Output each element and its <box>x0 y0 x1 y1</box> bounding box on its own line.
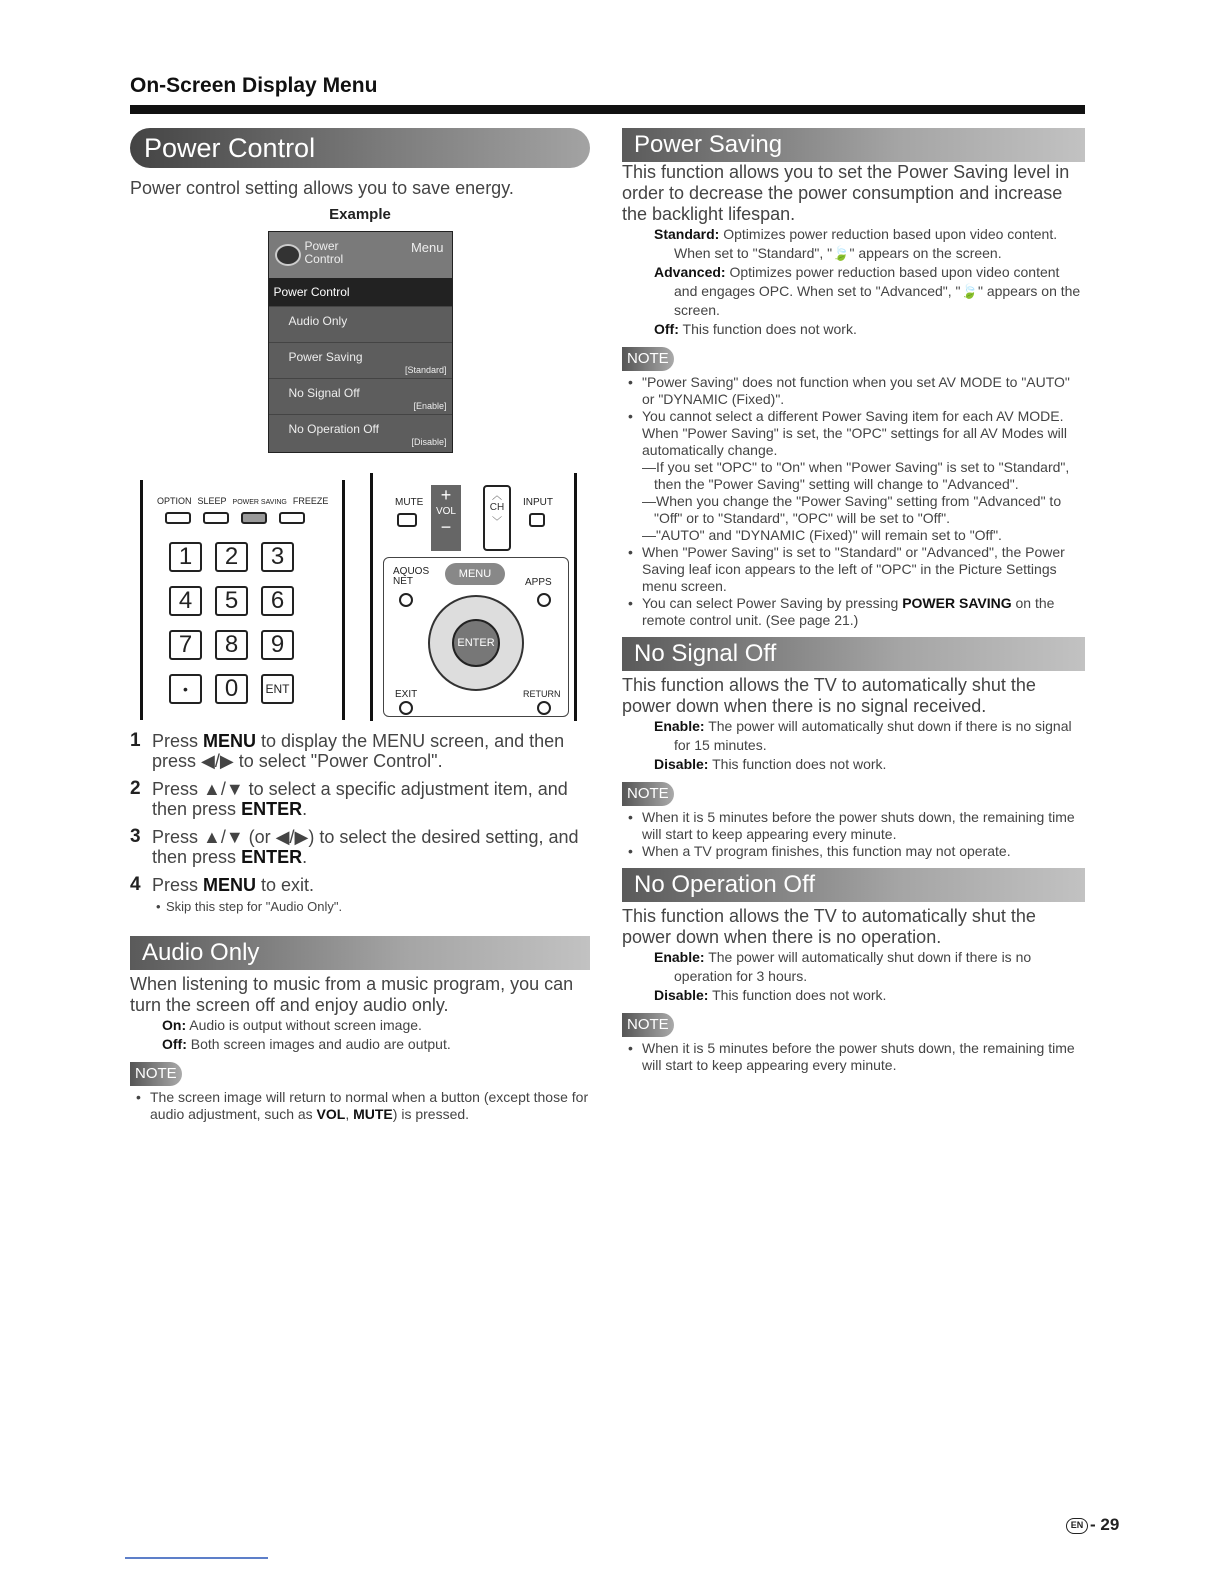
menu-item-no-operation-off: No Operation Off [Disable] <box>269 414 452 450</box>
key-8: 8 <box>215 630 248 660</box>
enter-button: ENTER <box>452 619 500 667</box>
remote-number-pad <box>140 480 345 720</box>
footer-rule <box>125 1557 268 1559</box>
menu-shot-menu-label: Menu <box>410 240 444 255</box>
return-label: RETURN <box>523 689 561 699</box>
no-signal-off-heading: No Signal Off <box>622 637 1085 671</box>
menu-screenshot <box>268 231 453 453</box>
mute-button <box>397 513 417 527</box>
menu-item-no-signal-off: No Signal Off [Enable] <box>269 378 452 414</box>
exit-label: EXIT <box>395 689 418 700</box>
power-saving-button <box>241 512 267 524</box>
power-saving-note-2: • You cannot select a different Power Saving item for each AV MODE. <box>622 408 1085 425</box>
power-saving-dash-3: —"AUTO" and "DYNAMIC (Fixed)" will remain set to "Off". <box>642 527 1002 543</box>
no-signal-off-note-1: • When it is 5 minutes before the power shuts down, the remaining time will start to keep appearing every minute. <box>622 809 1085 843</box>
key-0: 0 <box>215 674 248 704</box>
option-button <box>165 512 191 524</box>
no-signal-off-options: Enable: The power will automatically shut down if there is no signal for 15 minutes. Disable: This function does not work. <box>654 718 1072 772</box>
audio-only-heading: Audio Only <box>130 936 590 970</box>
no-signal-off-note-2: • When a TV program finishes, this function may not operate. <box>622 843 1085 860</box>
remote-top-labels: OPTION SLEEP POWER SAVING FREEZE <box>157 496 329 506</box>
language-en-icon: EN <box>1066 1518 1088 1534</box>
freeze-button <box>279 512 305 524</box>
return-button <box>537 701 551 715</box>
step-4: 4 Press MENU to exit. <box>130 874 315 895</box>
power-saving-heading: Power Saving <box>622 128 1085 162</box>
no-operation-off-note-1: • When it is 5 minutes before the power shuts down, the remaining time will start to keep appearing every minute. <box>622 1040 1085 1074</box>
key-dot: • <box>169 674 202 704</box>
menu-shot-submenu: Power Control <box>269 278 452 306</box>
ch-rocker: ︿ CH ﹀ <box>483 485 511 551</box>
key-7: 7 <box>169 630 202 660</box>
step-2: 2 Press ▲/▼ to select a specific adjustment item, and then press ENTER. <box>130 778 568 819</box>
key-6: 6 <box>261 586 294 616</box>
audio-only-note: • The screen image will return to normal when a button (except those for audio adjustment, such as VOL, MUTE) is pressed. <box>130 1089 590 1123</box>
note-badge: NOTE <box>622 1013 674 1037</box>
no-operation-off-options: Enable: The power will automatically shut down if there is no operation for 3 hours. Disable: This function does not work. <box>654 949 1032 1003</box>
power-control-heading: Power Control <box>130 128 590 168</box>
key-3: 3 <box>261 542 294 572</box>
power-saving-note-1: • "Power Saving" does not function when you set AV MODE to "AUTO" or "DYNAMIC (Fixed)". <box>622 374 1085 408</box>
power-saving-dash-2: —When you change the "Power Saving" setting from "Advanced" to "Off" or to "Standard", "OPC" will be set to "Off". <box>642 493 1062 526</box>
no-operation-off-intro: This function allows the TV to automatically shut the power down when there is no operation. <box>622 906 1036 947</box>
power-control-icon <box>275 244 301 266</box>
left-column <box>130 128 590 1122</box>
remote-navigation <box>370 473 577 721</box>
no-operation-off-heading: No Operation Off <box>622 868 1085 902</box>
step-1: 1 Press MENU to display the MENU screen, and then press ◀/▶ to select "Power Control". <box>130 730 565 771</box>
power-saving-note-4: • You can select Power Saving by pressing POWER SAVING on the remote control unit. (See page 21.) <box>622 595 1085 629</box>
menu-item-power-saving: Power Saving [Standard] <box>269 342 452 378</box>
dpad <box>428 595 524 691</box>
key-ent: ENT <box>261 674 294 704</box>
note-badge: NOTE <box>130 1062 182 1086</box>
page-title: On-Screen Display Menu <box>130 74 378 97</box>
audio-only-options: On: Audio is output without screen image. Off: Both screen images and audio are output. <box>162 1017 451 1052</box>
key-2: 2 <box>215 542 248 572</box>
apps-button <box>537 593 551 607</box>
note-badge: NOTE <box>622 782 674 806</box>
mute-label: MUTE <box>395 497 424 508</box>
page-number: EN - 29 <box>1066 1515 1119 1535</box>
apps-label: APPS <box>525 577 552 588</box>
power-saving-options: Standard: Optimizes power reduction based upon video content. When set to "Standard", "🍃" appears on the screen. Advanced: Optimizes power reduction based upon video content and engages OPC. When set to "Advanced", "🍃" appears on the screen. Off: This function does not work. <box>654 226 1081 337</box>
menu-button: MENU <box>445 563 505 585</box>
menu-shot-header <box>269 232 452 278</box>
audio-only-intro: When listening to music from a music program, you can turn the screen off and enjoy audio only. <box>130 974 574 1015</box>
key-5: 5 <box>215 586 248 616</box>
input-label: INPUT <box>523 497 553 508</box>
aquos-net-button <box>399 593 413 607</box>
aquos-net-label: AQUOS NET <box>393 566 430 587</box>
sleep-button <box>203 512 229 524</box>
key-9: 9 <box>261 630 294 660</box>
header-rule <box>130 105 1085 114</box>
power-saving-note-text: When "Power Saving" is set, the "OPC" settings for all AV Modes will automatically change. <box>642 425 1068 458</box>
note-badge: NOTE <box>622 347 674 371</box>
exit-button <box>399 701 413 715</box>
step-3: 3 Press ▲/▼ (or ◀/▶) to select the desired setting, and then press ENTER. <box>130 826 579 867</box>
power-saving-intro: This function allows you to set the Power Saving level in order to decrease the power consumption and increase the backlight lifespan. <box>622 162 1070 224</box>
example-label: Example <box>329 206 391 223</box>
steps-list <box>130 731 590 1123</box>
key-1: 1 <box>169 542 202 572</box>
step-note: • Skip this step for "Audio Only". <box>152 899 590 914</box>
power-saving-note-3: • When "Power Saving" is set to "Standard" or "Advanced", the Power Saving leaf icon appears to the left of "OPC" in the Picture Settings menu screen. <box>622 544 1085 595</box>
menu-item-audio-only: Audio Only <box>269 306 452 342</box>
key-4: 4 <box>169 586 202 616</box>
input-button <box>529 513 545 527</box>
menu-shot-title: Power Control <box>304 239 344 266</box>
no-signal-off-intro: This function allows the TV to automatically shut the power down when there is no signal received. <box>622 675 1036 716</box>
right-column <box>622 128 1085 1074</box>
power-control-intro: Power control setting allows you to save energy. <box>130 178 514 198</box>
vol-rocker: + VOL − <box>431 485 461 551</box>
power-saving-dash-1: —If you set "OPC" to "On" when "Power Saving" is set to "Standard", then the "Power Saving" setting will change to "Advanced". <box>642 459 1070 492</box>
